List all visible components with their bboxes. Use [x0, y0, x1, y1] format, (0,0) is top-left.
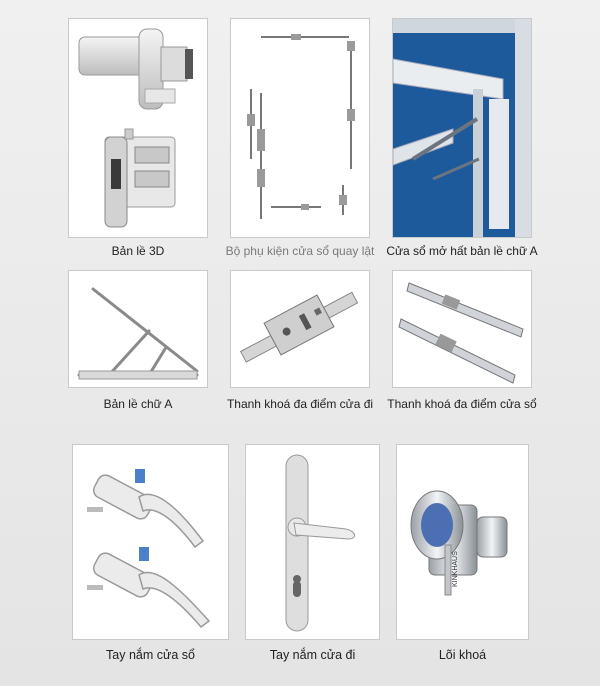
product-card-window-lock-bar[interactable]	[392, 270, 532, 388]
caption-awning-window: Cửa sổ mở hất bản lề chữ A	[386, 244, 538, 258]
lock-cylinder-image	[397, 445, 528, 639]
door-multipoint-lock-image	[231, 271, 369, 387]
cylinder-brand-text: KINKHAUS	[452, 551, 459, 587]
caption-friction-stay: Bản lề chữ A	[103, 397, 173, 411]
product-card-3d-hinge[interactable]	[68, 18, 208, 238]
3d-hinge-image	[69, 19, 207, 237]
tilt-turn-hardware-image	[231, 19, 369, 237]
window-handle-image	[73, 445, 228, 639]
caption-tilt-turn-set: Bộ phụ kiện cửa sổ quay lật	[225, 244, 375, 258]
product-card-awning-window[interactable]	[392, 18, 532, 238]
product-card-window-handle[interactable]	[72, 444, 229, 640]
door-handle-image	[246, 445, 379, 639]
product-card-door-handle[interactable]	[245, 444, 380, 640]
product-card-lock-cylinder[interactable]	[396, 444, 529, 640]
friction-stay-hinge-image	[69, 271, 207, 387]
caption-3d-hinge: Bản lề 3D	[111, 244, 165, 258]
caption-window-lock-bar: Thanh khoá đa điểm cửa sổ	[387, 397, 537, 411]
product-card-friction-stay[interactable]	[68, 270, 208, 388]
product-card-tilt-turn-set[interactable]	[230, 18, 370, 238]
caption-window-handle: Tay nắm cửa sổ	[106, 648, 195, 662]
awning-window-image	[393, 19, 531, 237]
product-card-door-lock[interactable]	[230, 270, 370, 388]
caption-door-lock: Thanh khoá đa điểm cửa đi	[226, 397, 374, 411]
caption-lock-cylinder: Lõi khoá	[438, 648, 487, 662]
window-multipoint-lock-bar-image	[393, 271, 531, 387]
caption-door-handle: Tay nắm cửa đi	[269, 648, 356, 662]
